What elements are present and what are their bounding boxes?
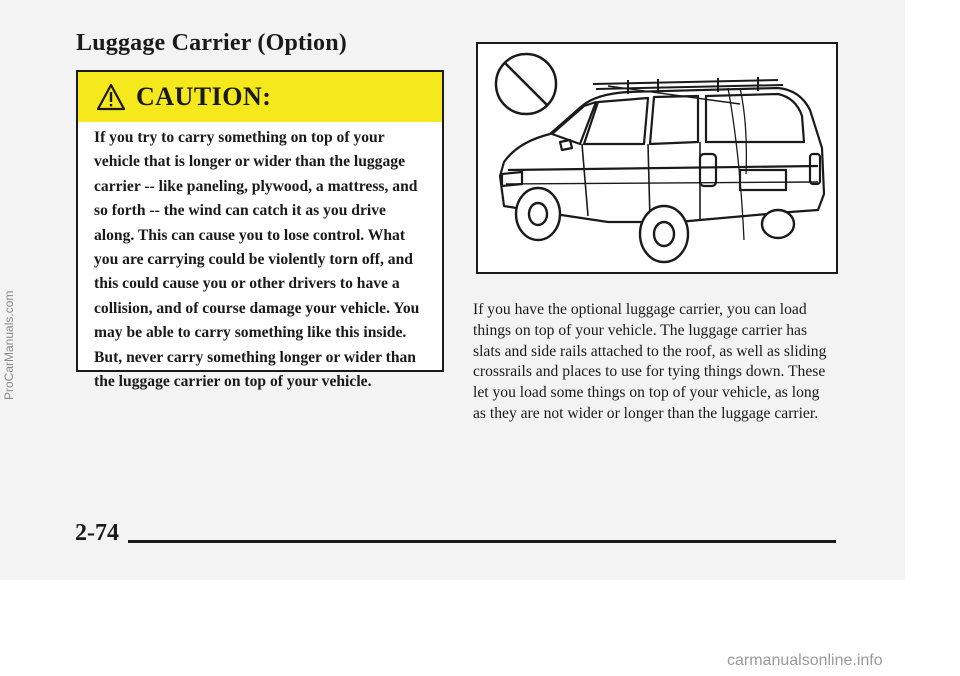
caution-line: you are carrying could be violently torn off, and	[94, 251, 413, 269]
van-luggage-illustration	[476, 42, 838, 274]
wheels	[516, 188, 794, 262]
caution-line: vehicle that is longer or wider than the luggage	[94, 153, 405, 171]
body-line: crossrails and places to use for tying things down. These	[473, 363, 826, 381]
warning-triangle-icon	[96, 83, 126, 111]
body-paragraph	[473, 300, 853, 425]
side-watermark: ProCarManuals.com	[2, 290, 16, 400]
caution-line: If you try to carry something on top of your	[94, 129, 385, 146]
caution-heading: CAUTION:	[136, 82, 272, 111]
body-line: slats and side rails attached to the roof, as well as sliding	[473, 342, 827, 360]
caution-line: carrier -- like paneling, plywood, a mattress, and	[94, 177, 418, 195]
caution-line: collision, and of course damage your vehicle. You	[94, 299, 420, 317]
section-title: Luggage Carrier (Option)	[76, 30, 347, 56]
caution-line: this could cause you or other drivers to have a	[94, 275, 400, 293]
caution-line: along. This can cause you to lose control. What	[94, 226, 406, 244]
prohibition-icon	[496, 54, 556, 114]
body-line: let you load some things on top of your vehicle, as long	[473, 384, 820, 402]
caution-line: the luggage carrier on top of your vehicle.	[94, 373, 372, 391]
caution-line: But, never carry something longer or wider than	[94, 348, 416, 366]
body-line: as they are not wider or longer than the luggage carrier.	[473, 404, 819, 422]
footer-rule	[128, 540, 836, 543]
caution-header	[78, 72, 442, 122]
page-number: 2-74	[75, 520, 119, 546]
van-drawing	[478, 44, 836, 272]
caution-line: may be able to carry something like this inside.	[94, 324, 407, 342]
caution-line: so forth -- the wind can catch it as you drive	[94, 202, 386, 220]
caution-text	[94, 126, 434, 394]
body-line: things on top of your vehicle. The luggage carrier has	[473, 321, 808, 339]
body-line: If you have the optional luggage carrier, you can load	[473, 301, 807, 318]
caution-box	[76, 70, 444, 391]
bottom-watermark: carmanualsonline.info	[727, 652, 883, 669]
